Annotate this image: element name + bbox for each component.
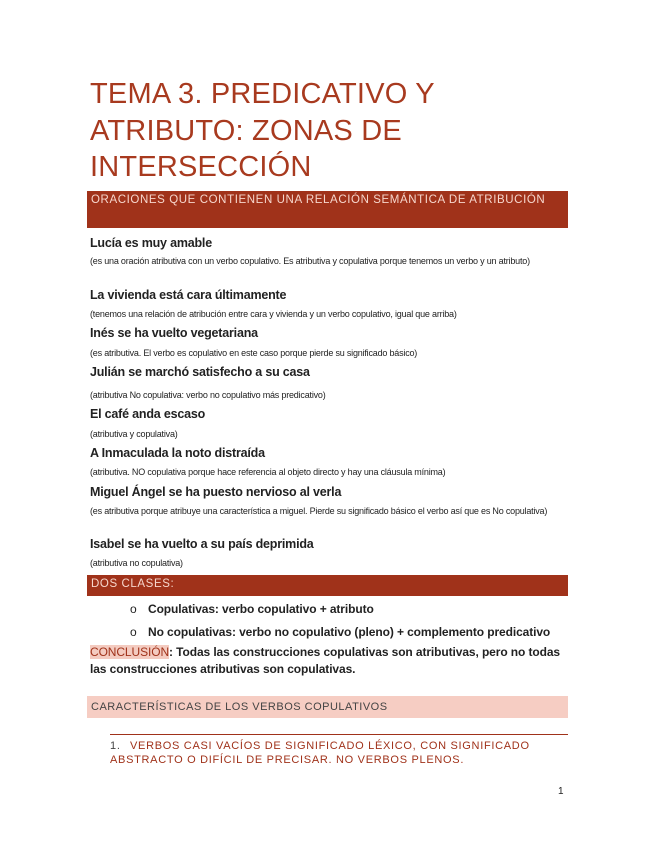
- page-number: 1: [558, 786, 564, 797]
- bullet-item: [130, 602, 374, 616]
- bullet-text: No copulativas: verbo no copulativo (pleno) + complemento predicativo: [148, 625, 551, 639]
- example-sentence: La vivienda está cara últimamente: [90, 288, 287, 302]
- bullet-text: Copulativas: verbo copulativo + atributo: [148, 602, 374, 616]
- section-heading-dos-clases: DOS CLASES:: [87, 575, 568, 596]
- example-sentence: Miguel Ángel se ha puesto nervioso al verla: [90, 485, 342, 499]
- example-sentence: Isabel se ha vuelto a su país deprimida: [90, 537, 314, 551]
- example-note: (atributiva y copulativa): [90, 429, 178, 439]
- numbered-item: [110, 739, 550, 767]
- bullet-marker: o: [130, 625, 137, 639]
- example-sentence: El café anda escaso: [90, 407, 206, 421]
- item-text: VERBOS CASI VACÍOS DE SIGNIFICADO LÉXICO, CON SIGNIFICADO ABSTRACTO O DIFÍCIL DE PRECISAR. NO VERBOS PLENOS.: [110, 740, 530, 766]
- example-note: (es una oración atributiva con un verbo copulativo. Es atributiva y copulativa porque tenemos un verbo y un atributo): [90, 256, 530, 266]
- item-number: 1.: [110, 740, 121, 752]
- section-heading-atribucion: ORACIONES QUE CONTIENEN UNA RELACIÓN SEMÁNTICA DE ATRIBUCIÓN: [87, 191, 568, 228]
- bullet-item: [130, 625, 550, 639]
- conclusion-text: : Todas las construcciones copulativas son atributivas, pero no todas las construcciones atributivas son copulativas.: [90, 645, 560, 676]
- example-note: (atributiva no copulativa): [90, 558, 183, 568]
- example-note: (es atributiva porque atribuye una característica a miguel. Pierde su significado básico el verbo así que es No copulativa): [90, 506, 548, 516]
- section-heading-caracteristicas: CARACTERÍSTICAS DE LOS VERBOS COPULATIVOS: [87, 696, 568, 718]
- example-sentence: Julián se marchó satisfecho a su casa: [90, 365, 310, 379]
- example-note: (es atributiva. El verbo es copulativo en este caso porque pierde su significado básico): [90, 348, 418, 358]
- bullet-marker: o: [130, 602, 137, 616]
- example-note: (atributiva No copulativa: verbo no copulativo más predicativo): [90, 390, 326, 400]
- title-line: INTERSECCIÓN: [90, 151, 312, 183]
- conclusion-label: CONCLUSIÓN: [90, 645, 170, 659]
- example-sentence: Lucía es muy amable: [90, 236, 212, 250]
- title-line: ATRIBUTO: ZONAS DE: [90, 114, 402, 147]
- title-line: TEMA 3. PREDICATIVO Y: [90, 78, 435, 110]
- example-note: (atributiva. NO copulativa porque hace referencia al objeto directo y hay una cláusula mínima): [90, 467, 446, 477]
- example-sentence: Inés se ha vuelto vegetariana: [90, 326, 258, 340]
- example-sentence: A Inmaculada la noto distraída: [90, 446, 265, 460]
- conclusion: [90, 644, 570, 678]
- example-note: (tenemos una relación de atribución entre cara y vivienda y un verbo copulativo, igual que arriba): [90, 309, 457, 319]
- divider: [110, 734, 568, 735]
- page-title: [90, 76, 570, 186]
